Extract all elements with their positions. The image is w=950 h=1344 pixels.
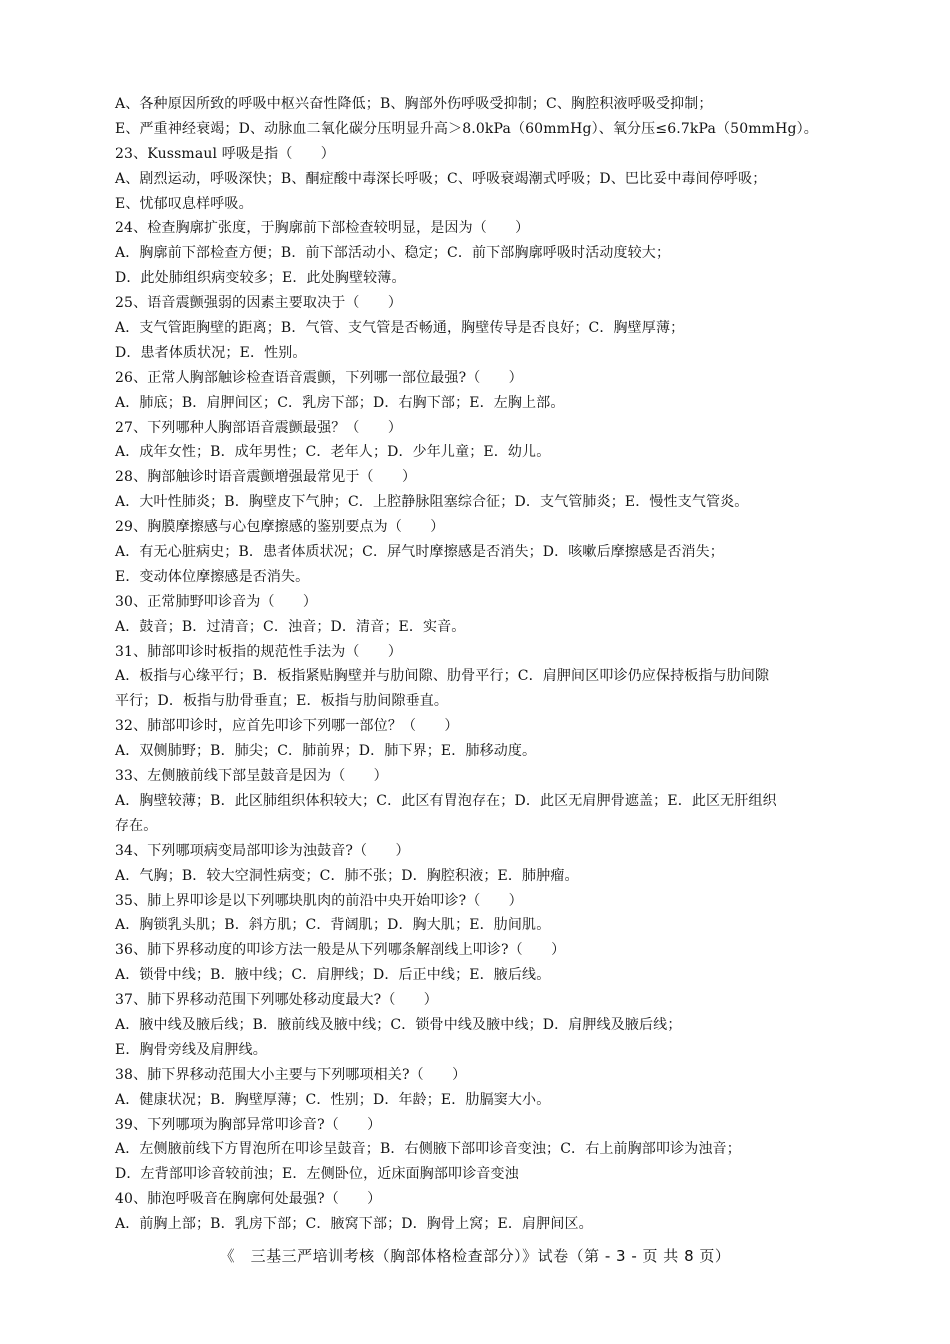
text-line: A．支气管距胸壁的距离；B．气管、支气管是否畅通，胸壁传导是否良好；C．胸壁厚薄； [115, 320, 685, 337]
text-line: 32、肺部叩诊时，应首先叩诊下列哪一部位？（ ） [115, 718, 459, 735]
text-line: A．肺底；B．肩胛间区；C．乳房下部；D．右胸下部；E．左胸上部。 [115, 394, 565, 411]
text-line: 30、正常肺野叩诊音为（ ） [115, 593, 318, 610]
text-line: A、各种原因所致的呼吸中枢兴奋性降低；B、胸部外伤呼吸受抑制；C、胸腔积液呼吸受抑制； [115, 96, 713, 112]
text-line: 存在。 [115, 817, 158, 834]
text-line: A．健康状况；B．胸壁厚薄；C．性别；D．年龄；E．肋膈窦大小。 [115, 1091, 551, 1108]
text-line: 26、正常人胸部触诊检查语音震颤，下列哪一部位最强?（ ） [115, 369, 523, 386]
text-line: 27、下列哪种人胸部语音震颤最强？（ ） [115, 419, 402, 436]
text-line: 31、肺部叩诊时板指的规范性手法为（ ） [115, 643, 402, 660]
text-line: A．腋中线及腋后线；B．腋前线及腋中线；C．锁骨中线及腋中线；D．肩胛线及腋后线； [115, 1016, 682, 1033]
text-line: A．有无心脏病史；B．患者体质状况；C．屏气时摩擦感是否消失；D．咳嗽后摩擦感是否消失； [115, 544, 724, 561]
text-line: 39、下列哪项为胸部异常叩诊音?（ ） [115, 1116, 382, 1133]
text-line: E．变动体位摩擦感是否消失。 [115, 568, 310, 585]
text-line: A、剧烈运动，呼吸深快；B、酮症酸中毒深长呼吸；C、呼吸衰竭潮式呼吸；D、巴比妥中毒间停呼吸； [115, 170, 767, 187]
text-line: 23、Kussmaul 呼吸是指（ ） [115, 145, 335, 162]
text-line: 29、胸膜摩擦感与心包摩擦感的鉴别要点为（ ） [115, 519, 445, 536]
text-line: 33、左侧腋前线下部呈鼓音是因为（ ） [115, 768, 388, 785]
text-line: 36、肺下界移动度的叩诊方法一般是从下列哪条解剖线上叩诊?（ ） [115, 942, 566, 959]
text-line: A．胸壁较薄；B．此区肺组织体积较大；C．此区有胃泡存在；D．此区无肩胛骨遮盖；E．此区无肝组织 [115, 792, 777, 809]
text-line: D．左背部叩诊音较前浊；E．左侧卧位，近床面胸部叩诊音变浊 [115, 1166, 519, 1183]
text-line: A．大叶性肺炎；B．胸壁皮下气肿；C．上腔静脉阻塞综合征；D．支气管肺炎；E．慢性支气管炎。 [115, 494, 749, 511]
text-line: D．此处肺组织病变较多；E．此处胸壁较薄。 [115, 270, 406, 287]
question-list [115, 92, 895, 1237]
text-line: A．板指与心缘平行；B．板指紧贴胸壁并与肋间隙、肋骨平行；C．肩胛间区叩诊仍应保持板指与肋间隙 [115, 668, 770, 685]
text-line: 平行；D．板指与肋骨垂直；E．板指与肋间隙垂直。 [115, 693, 449, 710]
text-line: A．鼓音；B．过清音；C．浊音；D．清音；E．实音。 [115, 618, 466, 635]
text-line: A．前胸上部；B．乳房下部；C．腋窝下部；D．胸骨上窝；E．肩胛间区。 [115, 1216, 593, 1233]
text-line: A．气胸；B．较大空洞性病变；C．肺不张；D．胸腔积液；E．肺肿瘤。 [115, 867, 579, 884]
text-line: E、严重神经衰竭；D、动脉血二氧化碳分压明显升高＞8.0kPa（60mmHg）、氧分压≤6.7kPa（50mmHg）。 [115, 120, 818, 137]
text-line: 25、语音震颤强弱的因素主要取决于（ ） [115, 295, 402, 312]
text-line: 35、肺上界叩诊是以下列哪块肌肉的前沿中央开始叩诊?（ ） [115, 892, 523, 909]
text-line: A．锁骨中线；B．腋中线；C．肩胛线；D．后正中线；E．腋后线。 [115, 967, 551, 984]
text-line: E．胸骨旁线及肩胛线。 [115, 1041, 267, 1058]
text-line: 40、肺泡呼吸音在胸廓何处最强?（ ） [115, 1191, 382, 1208]
text-line: 34、下列哪项病变局部叩诊为浊鼓音?（ ） [115, 842, 410, 859]
text-line: E、忧郁叹息样呼吸。 [115, 195, 253, 212]
text-line: 37、肺下界移动范围下列哪处移动度最大?（ ） [115, 992, 438, 1009]
text-line: 24、检查胸廓扩张度，于胸廓前下部检查较明显，是因为（ ） [115, 220, 530, 237]
text-line: A．左侧腋前线下方胃泡所在叩诊呈鼓音；B．右侧腋下部叩诊音变浊；C．右上前胸部叩诊为浊音； [115, 1141, 741, 1158]
page-footer: 《 三基三严培训考核（胸部体格检查部分）》试卷（第 - 3 - 页 共 8 页） [219, 1247, 731, 1265]
text-line: A．成年女性；B．成年男性；C．老年人；D．少年儿童；E．幼儿。 [115, 444, 551, 461]
text-line: A．胸锁乳头肌；B．斜方肌；C．背阔肌；D．胸大肌；E．肋间肌。 [115, 917, 551, 934]
text-line: A．胸廓前下部检查方便；B．前下部活动小、稳定；C．前下部胸廓呼吸时活动度较大； [115, 245, 671, 262]
text-line: A．双侧肺野；B．肺尖；C．肺前界；D．肺下界；E．肺移动度。 [115, 743, 537, 760]
text-line: D．患者体质状况；E．性别。 [115, 344, 307, 361]
text-line: 28、胸部触诊时语音震颤增强最常见于（ ） [115, 469, 417, 486]
text-line: 38、肺下界移动范围大小主要与下列哪项相关?（ ） [115, 1066, 467, 1083]
